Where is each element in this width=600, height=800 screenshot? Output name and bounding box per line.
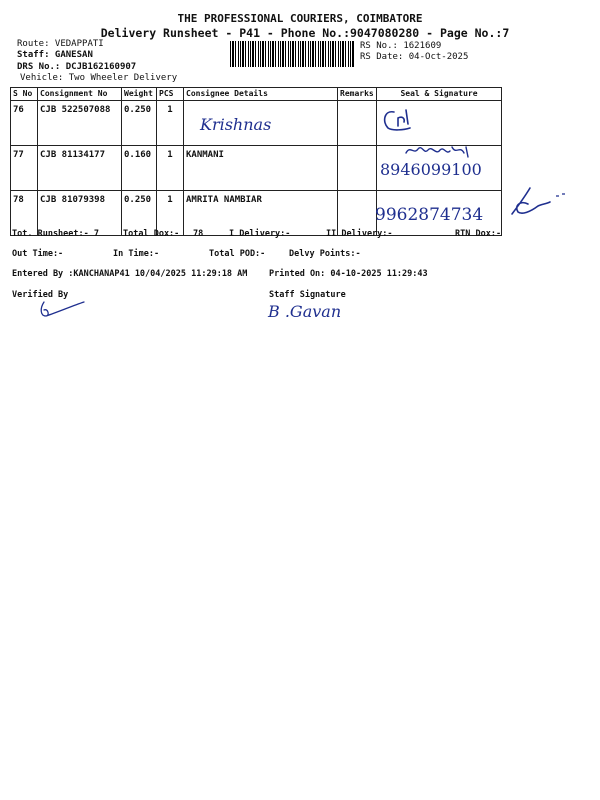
verified-by-signature [38, 298, 88, 322]
row-consignee: KANMANI [184, 146, 338, 191]
route-label: Route: VEDAPPATI [17, 39, 104, 49]
handwritten-phone-row3: 9962874734 [375, 205, 484, 225]
staff-handwritten-signature: B .Gavan [268, 302, 342, 321]
header-consignee: Consignee Details [184, 88, 338, 101]
row-consignment: CJB 81079398 [38, 191, 122, 236]
header-consignment: Consignment No [38, 88, 122, 101]
row-pcs: 1 [157, 191, 184, 236]
row-sno: 76 [11, 101, 38, 146]
row-consignment: CJB 81134177 [38, 146, 122, 191]
staff-label: Staff: GANESAN [17, 50, 93, 60]
handwritten-phone-row2: 8946099100 [380, 160, 482, 179]
tot-runsheet: Tot. Runsheet:- 7 [12, 229, 99, 239]
vehicle-label: Vehicle: Two Wheeler Delivery [20, 73, 178, 83]
header-weight: Weight [122, 88, 157, 101]
total-dox-value: 78 [193, 229, 204, 239]
handwritten-consignee-name: Krishnas [200, 115, 272, 134]
row-remarks [338, 101, 377, 146]
row-consignment: CJB 522507088 [38, 101, 122, 146]
row-consignee: AMRITA NAMBIAR [184, 191, 338, 236]
handwritten-signature-row2 [404, 141, 474, 161]
row-remarks [338, 146, 377, 191]
row-weight: 0.160 [122, 146, 157, 191]
header-pcs: PCS [157, 88, 184, 101]
row-weight: 0.250 [122, 101, 157, 146]
total-dox-label: Total Dox:- [123, 229, 180, 239]
staff-signature-label: Staff Signature [269, 290, 346, 300]
drs-number: DRS No.: DCJB162160907 [17, 62, 137, 72]
handwritten-signature-row3 [508, 184, 568, 218]
header-sno: S No [11, 88, 38, 101]
row-sno: 78 [11, 191, 38, 236]
verified-by-label: Verified By [12, 290, 69, 300]
barcode-image [230, 41, 354, 67]
row-weight: 0.250 [122, 191, 157, 236]
out-time: Out Time:- [12, 249, 64, 259]
i-delivery: I Delivery:- [229, 229, 291, 239]
header-seal: Seal & Signature [377, 88, 502, 101]
delvy-points: Delvy Points:- [289, 249, 361, 259]
ii-delivery: II Delivery:- [326, 229, 393, 239]
header-remarks: Remarks [338, 88, 377, 101]
row-sno: 77 [11, 146, 38, 191]
total-pod: Total POD:- [209, 249, 266, 259]
rs-date: RS Date: 04-Oct-2025 [360, 52, 469, 62]
company-title: THE PROFESSIONAL COURIERS, COIMBATORE [177, 12, 423, 25]
row-pcs: 1 [157, 146, 184, 191]
handwritten-signature-row1 [378, 106, 418, 138]
entered-by: Entered By :KANCHANAP41 10/04/2025 11:29:18 AM [12, 269, 248, 279]
row-pcs: 1 [157, 101, 184, 146]
rtn-dox: RTN Dox:- [455, 229, 502, 239]
rs-number: RS No.: 1621609 [360, 41, 442, 51]
table-header-row [11, 88, 502, 101]
runsheet-subtitle: Delivery Runsheet - P41 - Phone No.:9047080280 - Page No.:7 [100, 26, 510, 40]
in-time: In Time:- [113, 249, 160, 259]
printed-on: Printed On: 04-10-2025 11:29:43 [269, 269, 428, 279]
